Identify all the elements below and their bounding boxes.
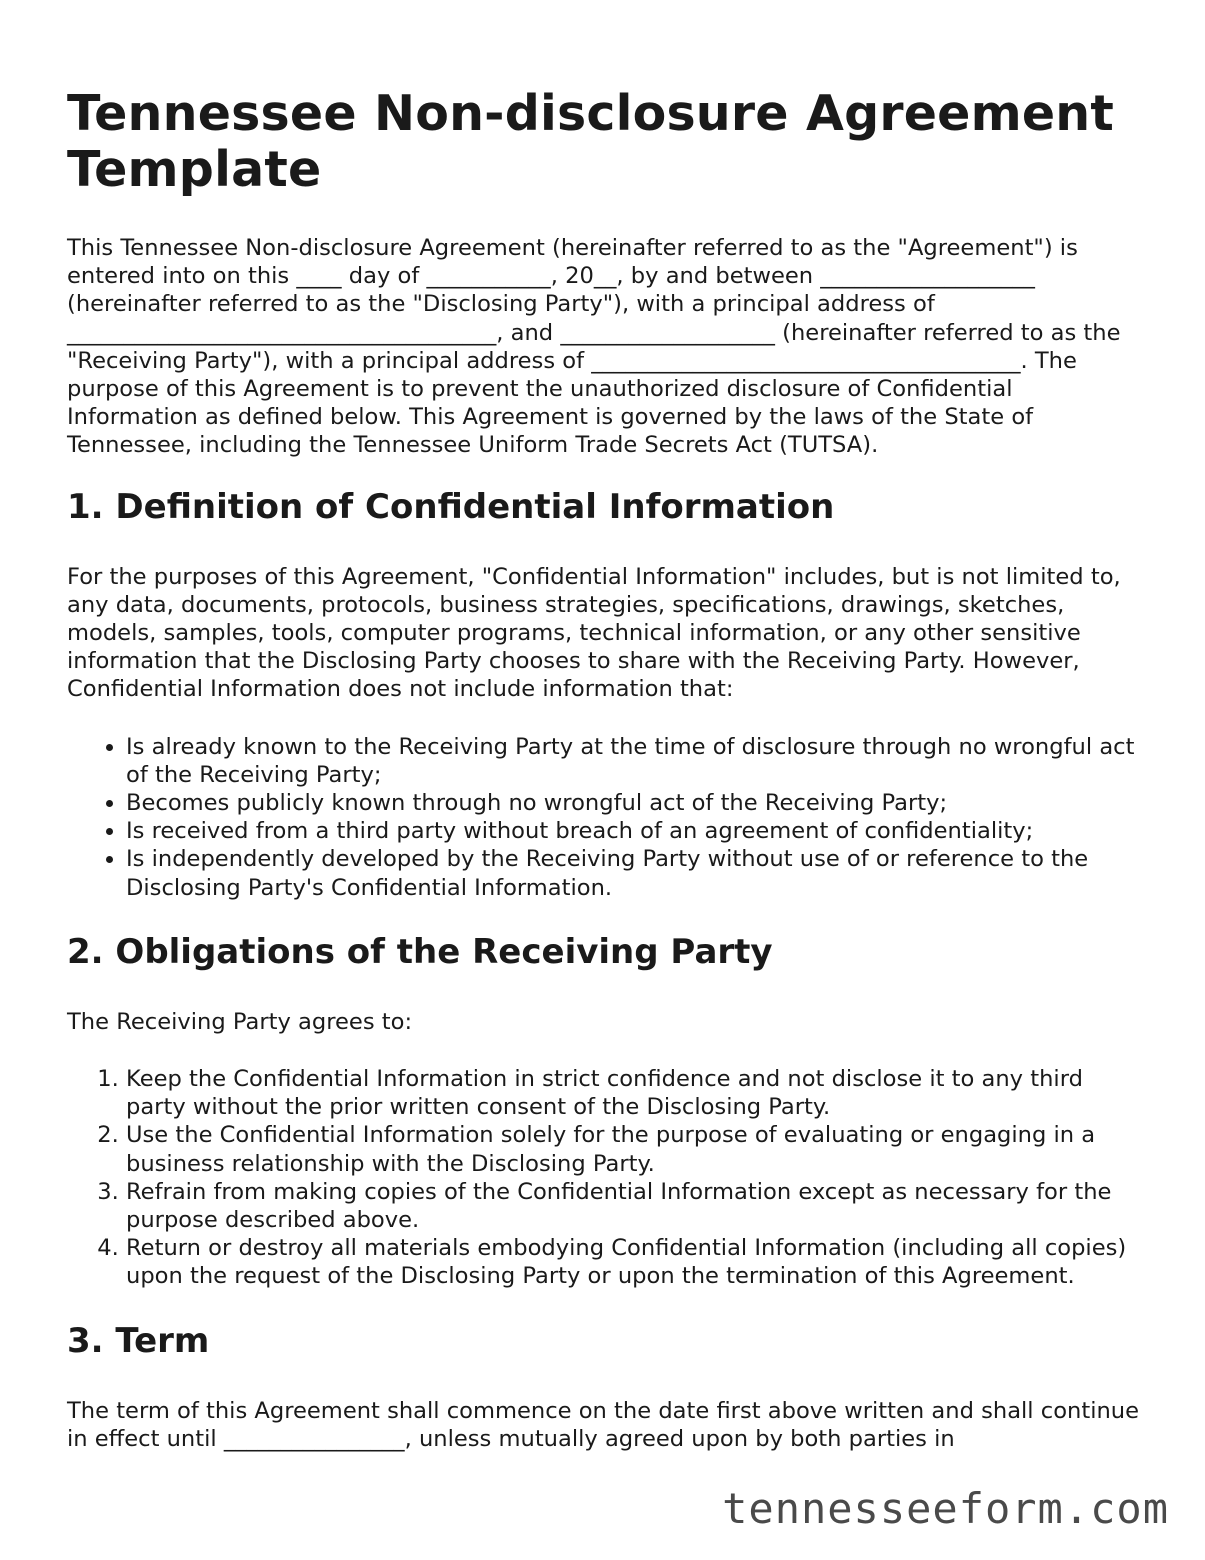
- site-watermark: tennesseeform.com: [722, 1484, 1169, 1533]
- section-paragraph: For the purposes of this Agreement, "Confidential Information" includes, but is not limited to, any data, documents, protocols, business strategies, specifications, drawings, sketches, models, samples, tools, computer programs, technical information, or any other sensitive information that the Disclosing Party chooses to share with the Receiving Party. However, Confidential Information does not include information that:: [67, 563, 1121, 703]
- intro-paragraph: This Tennessee Non-disclosure Agreement (hereinafter referred to as the "Agreement") is entered into on this ____ day of ___________, 20__, by and between ___________________ (hereinafter referred to as the "Disclosing Party"), with a principal address of ______________________________________, and ___________________ (hereinafter referred to as the "Receiving Party"), with a principal address of ______________________________________. The purpose of this Agreement is to prevent the unauthorized disclosure of Confidential Information as defined below. This Agreement is governed by the laws of the State of Tennessee, including the Tennessee Uniform Trade Secrets Act (TUTSA).: [67, 235, 1121, 459]
- list-item: • Becomes publicly known through no wrongful act of the Receiving Party;: [126, 789, 1147, 817]
- list-item: 1. Keep the Confidential Information in strict confidence and not disclose it to any third party without the prior written consent of the Disclosing Party.: [126, 1065, 1147, 1121]
- list-item: 3. Refrain from making copies of the Confidential Information except as necessary for the purpose described above.: [126, 1178, 1147, 1234]
- document-title: Tennessee Non-disclosure Agreement Template: [67, 85, 1114, 198]
- section-paragraph: The Receiving Party agrees to:: [67, 1008, 413, 1035]
- list-item: • Is independently developed by the Receiving Party without use of or reference to the Disclosing Party's Confidential Information.: [126, 845, 1147, 901]
- list-item: • Is already known to the Receiving Party at the time of disclosure through no wrongful act of the Receiving Party;: [126, 733, 1147, 789]
- section-heading: 3. Term: [67, 1320, 210, 1361]
- exclusions-list: [67, 733, 1147, 902]
- section-term: [67, 1320, 1147, 1453]
- obligations-list: [67, 1065, 1147, 1291]
- section-definition: [67, 486, 1147, 902]
- list-item: • Is received from a third party without breach of an agreement of confidentiality;: [126, 817, 1147, 845]
- section-heading: 2. Obligations of the Receiving Party: [67, 931, 773, 972]
- section-paragraph: The term of this Agreement shall commence on the date first above written and shall continue in effect until ________________, unless mutually agreed upon by both parties in: [67, 1397, 1140, 1452]
- section-heading: 1. Definition of Confidential Information: [67, 486, 835, 527]
- document-page: [67, 86, 1147, 1482]
- list-item: 2. Use the Confidential Information solely for the purpose of evaluating or engaging in a business relationship with the Disclosing Party.: [126, 1121, 1147, 1177]
- section-obligations: [67, 931, 1147, 1291]
- list-item: 4. Return or destroy all materials embodying Confidential Information (including all copies) upon the request of the Disclosing Party or upon the termination of this Agreement.: [126, 1234, 1147, 1290]
